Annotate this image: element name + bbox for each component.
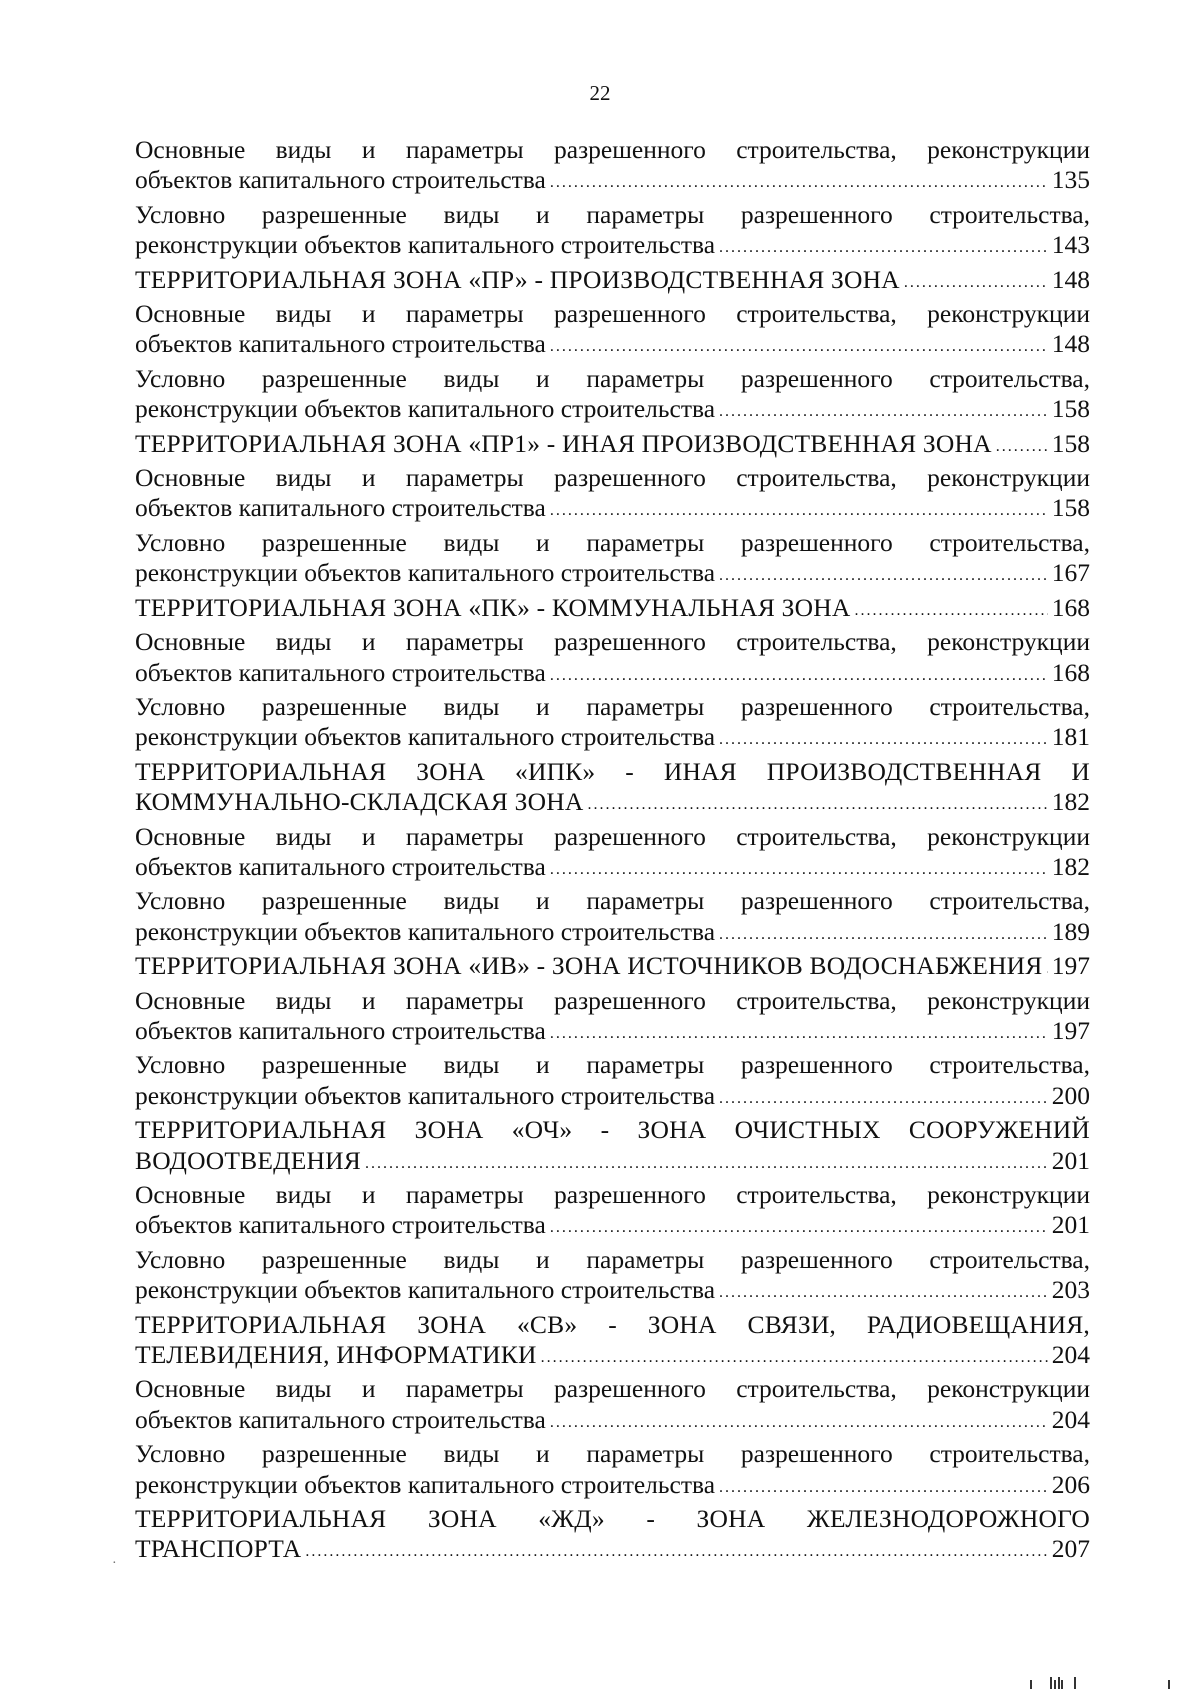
toc-entry-final-line [135,951,1090,985]
toc-entry-text-line: Основные виды и параметры разрешенного строительства, реконструкции [135,1374,1090,1404]
toc-subsection-entry [135,986,1090,1051]
toc-subsection-entry [135,528,1090,593]
toc-entry-text: объектов капитального строительства [135,1210,546,1240]
toc-entry-text-line: Условно разрешенные виды и параметры разрешенного строительства, [135,886,1090,916]
toc-entry-final-line [135,658,1090,692]
toc-entry-text: КОММУНАЛЬНО-СКЛАДСКАЯ ЗОНА [135,787,584,817]
toc-page-number: 148 [1051,329,1090,359]
dot-leader [904,264,1048,298]
dot-leader [1047,950,1048,984]
toc-entry-text-line: Условно разрешенные виды и параметры разрешенного строительства, [135,1050,1090,1080]
toc-subsection-entry [135,822,1090,887]
toc-zone-heading [135,429,1090,463]
scan-mark [1058,1677,1060,1689]
scan-speck: · [112,1556,117,1571]
toc-entry-text: реконструкции объектов капитального строительства [135,722,716,752]
toc-page-number: 189 [1051,916,1090,946]
toc-subsection-entry [135,1439,1090,1504]
toc-entry-text: ТЕРРИТОРИАЛЬНАЯ ЗОНА «ПК» - КОММУНАЛЬНАЯ ЗОНА [135,592,851,622]
toc-entry-text-line: Условно разрешенные виды и параметры разрешенного строительства, [135,199,1090,229]
dot-leader [365,1145,1048,1179]
toc-entry-text-line: Условно разрешенные виды и параметры разрешенного строительства, [135,527,1090,557]
toc-zone-heading [135,1504,1090,1569]
toc-entry-text: ТЕРРИТОРИАЛЬНАЯ ЗОНА «ПР1» - ИНАЯ ПРОИЗВОДСТВЕННАЯ ЗОНА [135,428,992,458]
toc-subsection-entry [135,692,1090,757]
dot-leader [550,492,1048,526]
toc-zone-heading [135,757,1090,822]
toc-entry-text: ТЕЛЕВИДЕНИЯ, ИНФОРМАТИКИ [135,1340,537,1370]
dot-leader [719,1469,1048,1503]
toc-entry-final-line [135,558,1090,592]
dot-leader [550,657,1048,691]
toc-entry-text: объектов капитального строительства [135,165,546,195]
toc-page-number: 204 [1051,1404,1090,1434]
toc-entry-final-line [135,329,1090,363]
scan-mark [1168,1680,1170,1689]
toc-subsection-entry [135,1180,1090,1245]
toc-subsection-entry [135,627,1090,692]
toc-page-number: 182 [1051,851,1090,881]
toc-page-number: 168 [1051,657,1090,687]
toc-entry-text: реконструкции объектов капитального строительства [135,1469,716,1499]
toc-entry-final-line [135,429,1090,463]
dot-leader [550,1015,1048,1049]
dot-leader [550,164,1048,198]
scan-mark [1030,1680,1032,1689]
dot-leader [719,229,1048,263]
toc-zone-heading [135,1310,1090,1375]
toc-subsection-entry [135,200,1090,265]
toc-entry-text: объектов капитального строительства [135,1404,546,1434]
dot-leader [550,328,1048,362]
toc-page-number: 168 [1051,592,1090,622]
dot-leader [719,393,1048,427]
dot-leader [719,557,1048,591]
dot-leader [719,1274,1048,1308]
toc-zone-heading [135,265,1090,299]
scan-mark [1074,1677,1076,1689]
dot-leader [550,1404,1048,1438]
toc-page-number: 207 [1051,1534,1090,1564]
dot-leader [550,851,1048,885]
toc-entry-text-line: Основные виды и параметры разрешенного строительства, реконструкции [135,463,1090,493]
dot-leader [855,592,1048,626]
toc-subsection-entry [135,463,1090,528]
dot-leader [587,786,1047,820]
toc-page-number: 143 [1051,230,1090,260]
toc-entry-text-line: ТЕРРИТОРИАЛЬНАЯ ЗОНА «ЖД» - ЗОНА ЖЕЛЕЗНОДОРОЖНОГО [135,1504,1090,1534]
dot-leader [719,916,1048,950]
toc-page-number: 197 [1051,951,1090,981]
toc-entry-final-line [135,230,1090,264]
toc-entry-text: реконструкции объектов капитального строительства [135,916,716,946]
toc-entry-text: реконструкции объектов капитального строительства [135,1080,716,1110]
toc-entry-text-line: Основные виды и параметры разрешенного строительства, реконструкции [135,821,1090,851]
dot-leader [305,1533,1047,1567]
toc-entry-final-line [135,917,1090,951]
toc-page-number: 206 [1051,1469,1090,1499]
toc-entry-final-line [135,1275,1090,1309]
toc-entry-final-line [135,787,1090,821]
toc-entry-text-line: ТЕРРИТОРИАЛЬНАЯ ЗОНА «СВ» - ЗОНА СВЯЗИ, РАДИОВЕЩАНИЯ, [135,1309,1090,1339]
toc-entry-text-line: Условно разрешенные виды и параметры разрешенного строительства, [135,1244,1090,1274]
toc-page-number: 158 [1051,394,1090,424]
toc-subsection-entry [135,886,1090,951]
scan-edge-marks [1030,1675,1180,1689]
toc-entry-text-line: Основные виды и параметры разрешенного строительства, реконструкции [135,135,1090,164]
toc-entry-text: объектов капитального строительства [135,657,546,687]
toc-page-number: 148 [1051,264,1090,294]
toc-entry-final-line [135,1146,1090,1180]
toc-subsection-entry [135,135,1090,200]
toc-page-number: 181 [1051,722,1090,752]
toc-entry-final-line [135,493,1090,527]
dot-leader [550,1209,1048,1243]
toc-subsection-entry [135,1245,1090,1310]
toc-entry-final-line [135,165,1090,199]
toc-page-number: 167 [1051,558,1090,588]
toc-entry-text-line: Основные виды и параметры разрешенного строительства, реконструкции [135,299,1090,329]
toc-page-number: 201 [1051,1210,1090,1240]
toc-subsection-entry [135,1050,1090,1115]
toc-entry-final-line [135,1016,1090,1050]
scan-mark [1054,1680,1056,1689]
toc-subsection-entry [135,1374,1090,1439]
dot-leader [719,1080,1048,1114]
dot-leader [541,1339,1048,1373]
toc-entry-text-line: ТЕРРИТОРИАЛЬНАЯ ЗОНА «ИПК» - ИНАЯ ПРОИЗВОДСТВЕННАЯ И [135,756,1090,786]
toc-entry-final-line [135,1081,1090,1115]
scan-mark [1050,1677,1052,1689]
toc-entry-final-line [135,1210,1090,1244]
toc-entry-text: ТЕРРИТОРИАЛЬНАЯ ЗОНА «ПР» - ПРОИЗВОДСТВЕННАЯ ЗОНА [135,264,900,294]
dot-leader [719,721,1048,755]
toc-subsection-entry [135,364,1090,429]
toc-entry-final-line [135,722,1090,756]
toc-page-number: 182 [1051,787,1090,817]
toc-page-number: 158 [1051,428,1090,458]
toc-entry-final-line [135,1340,1090,1374]
toc-subsection-entry [135,299,1090,364]
dot-leader [996,428,1048,462]
toc-entry-final-line [135,394,1090,428]
toc-page-number: 158 [1051,493,1090,523]
toc-page-number: 204 [1051,1340,1090,1370]
toc-page-number: 135 [1051,165,1090,195]
toc-entry-text-line: ТЕРРИТОРИАЛЬНАЯ ЗОНА «ОЧ» - ЗОНА ОЧИСТНЫХ СООРУЖЕНИЙ [135,1115,1090,1145]
toc-entry-text: объектов капитального строительства [135,1015,546,1045]
toc-page-number: 201 [1051,1145,1090,1175]
toc-page-number: 200 [1051,1080,1090,1110]
toc-entry-text: реконструкции объектов капитального строительства [135,394,716,424]
toc-zone-heading [135,1115,1090,1180]
toc-entry-final-line [135,1405,1090,1439]
toc-entry-text-line: Основные виды и параметры разрешенного строительства, реконструкции [135,1180,1090,1209]
toc-entry-text-line: Основные виды и параметры разрешенного строительства, реконструкции [135,627,1090,657]
toc-entry-final-line [135,593,1090,627]
page-number: 22 [589,81,611,105]
scan-mark [1061,1680,1063,1689]
toc-entry-text-line: Условно разрешенные виды и параметры разрешенного строительства, [135,1439,1090,1469]
toc-page-number: 197 [1051,1015,1090,1045]
toc-zone-heading [135,593,1090,627]
toc-entry-text: объектов капитального строительства [135,493,546,523]
toc-entry-final-line [135,265,1090,299]
toc-entry-final-line [135,852,1090,886]
toc-entry-text: реконструкции объектов капитального строительства [135,230,716,260]
toc-entry-text: реконструкции объектов капитального строительства [135,558,716,588]
toc-entry-text: ВОДООТВЕДЕНИЯ [135,1145,361,1175]
table-of-contents [135,135,1090,1569]
toc-entry-text: ТЕРРИТОРИАЛЬНАЯ ЗОНА «ИВ» - ЗОНА ИСТОЧНИКОВ ВОДОСНАБЖЕНИЯ [135,951,1043,981]
toc-page-number: 203 [1051,1275,1090,1305]
toc-entry-text-line: Условно разрешенные виды и параметры разрешенного строительства, [135,691,1090,721]
toc-entry-final-line [135,1534,1090,1568]
toc-entry-text-line: Условно разрешенные виды и параметры разрешенного строительства, [135,363,1090,393]
toc-entry-text: ТРАНСПОРТА [135,1534,302,1564]
toc-entry-text: реконструкции объектов капитального строительства [135,1275,716,1305]
toc-entry-text-line: Основные виды и параметры разрешенного строительства, реконструкции [135,985,1090,1015]
toc-entry-text: объектов капитального строительства [135,329,546,359]
toc-zone-heading [135,951,1090,985]
toc-entry-final-line [135,1470,1090,1504]
toc-entry-text: объектов капитального строительства [135,851,546,881]
